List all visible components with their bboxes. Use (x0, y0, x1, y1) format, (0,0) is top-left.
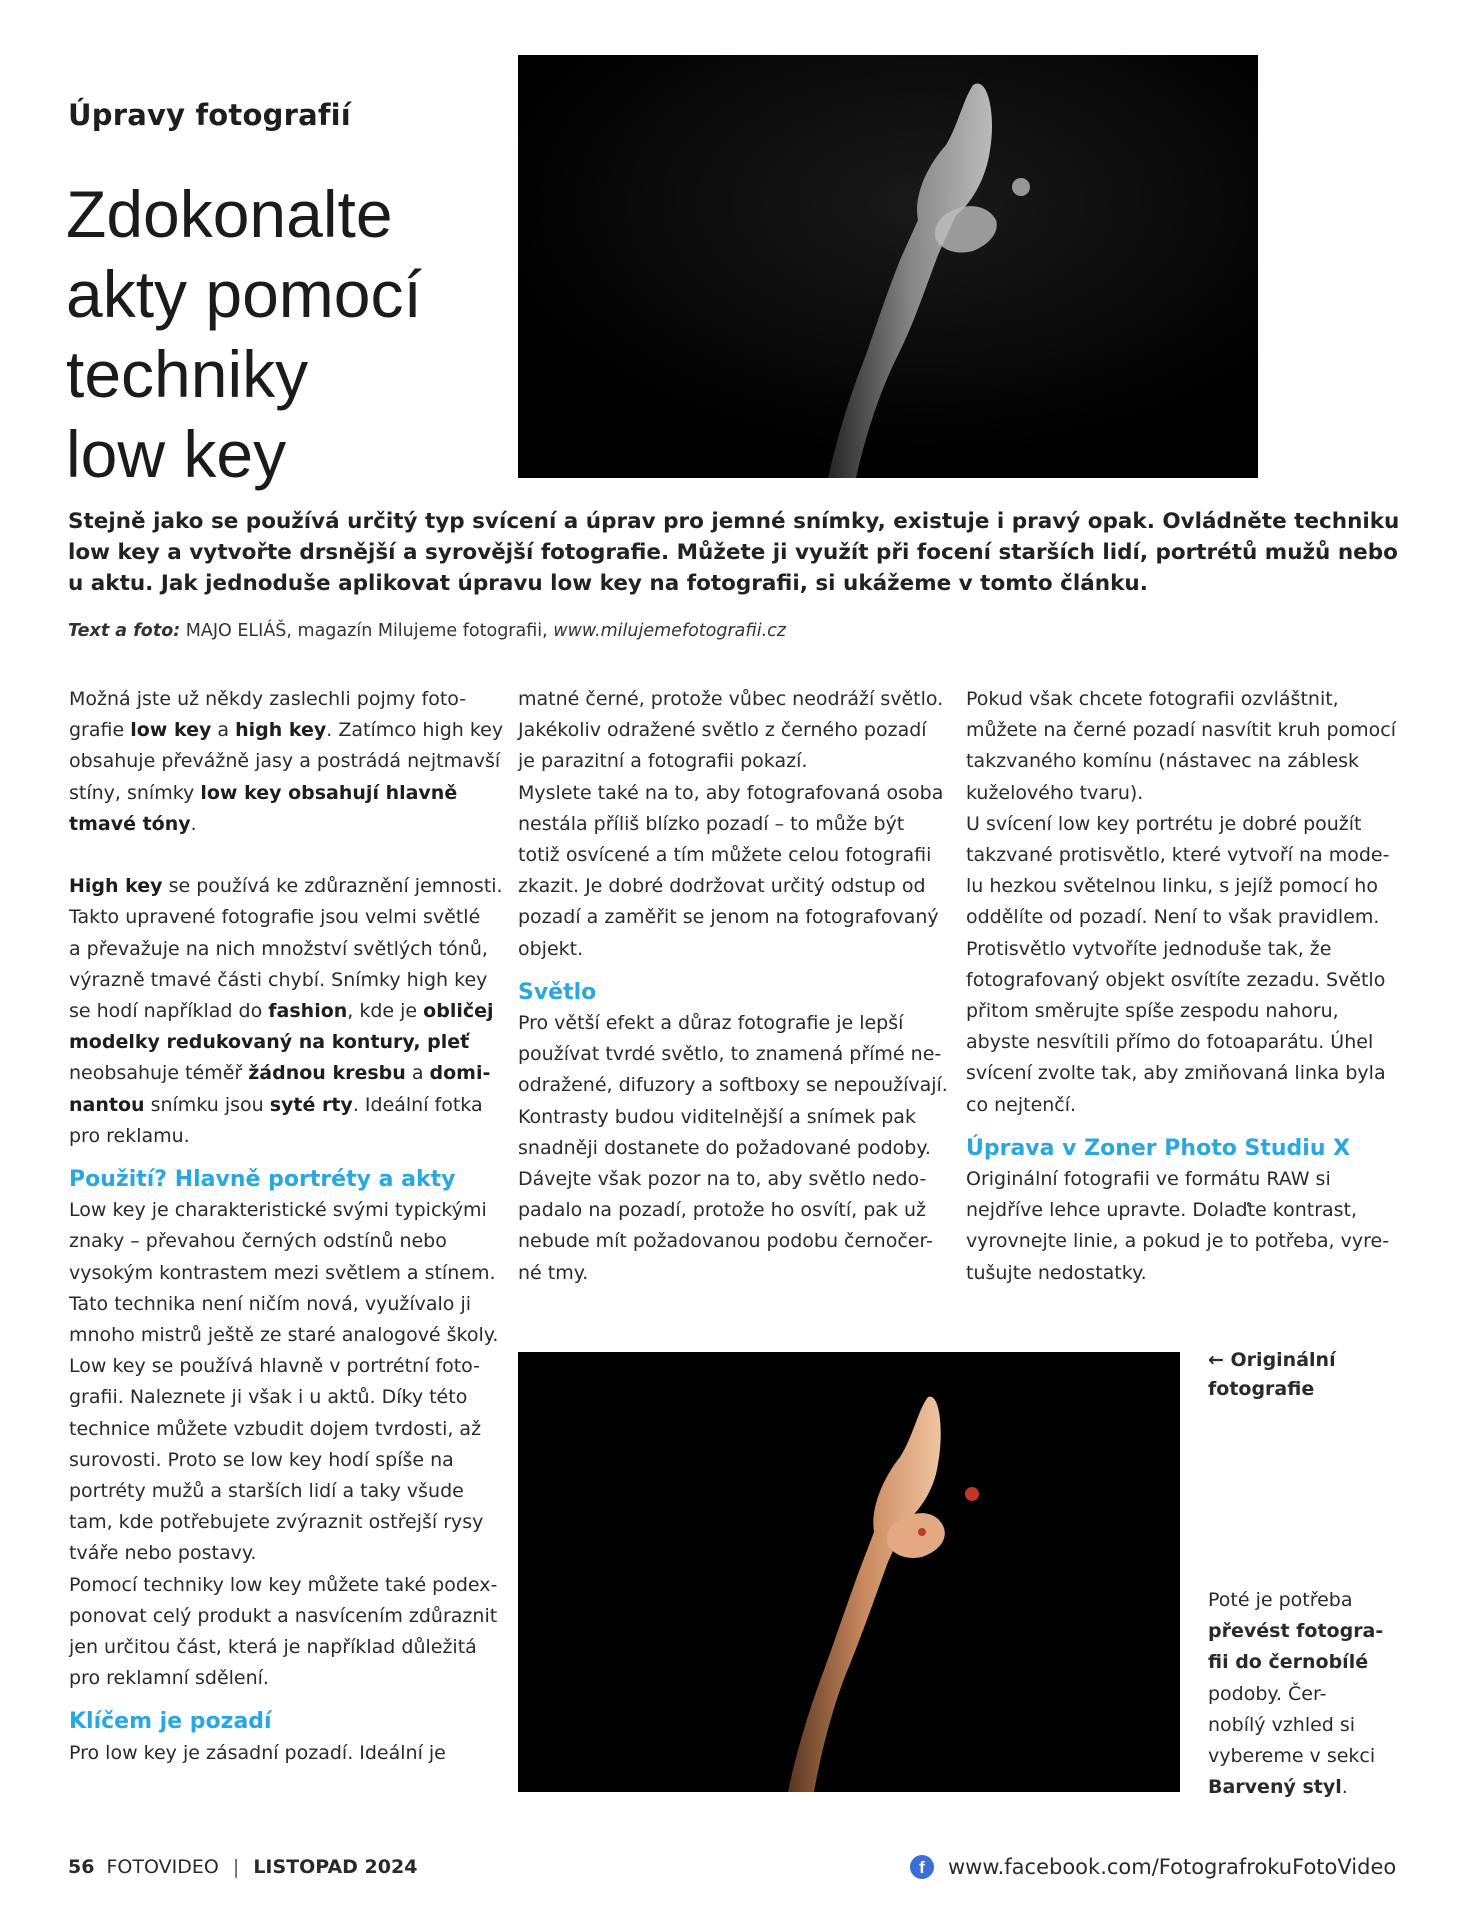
text-line: pro reklamní sdělení. (69, 1667, 269, 1690)
text-line: Pro větší efekt a důraz fotografie je lepší (518, 1012, 904, 1035)
caption-convert (1208, 1585, 1383, 1803)
text-line: a převažuje na nich množství světlých tónů, (69, 937, 488, 960)
author-credit (68, 621, 786, 641)
text-line: portréty mužů a starších lidí a taky všude (69, 1480, 464, 1503)
lead-line: Stejně jako se používá určitý typ svícení a úprav pro jemné snímky, existuje i pravý opak. Ovládněte techniku (68, 509, 1400, 534)
text-column-3 (966, 684, 1396, 1289)
page-footer-left (68, 1856, 417, 1878)
caption-line: Poté je potřeba (1208, 1589, 1353, 1611)
text-line: můžete na černé pozadí nasvítit kruh pomocí (966, 719, 1396, 742)
text-line: Pro low key je zásadní pozadí. Ideální je (69, 1741, 446, 1764)
text-line: Low key je charakteristické svými typickými (69, 1199, 487, 1222)
text-line: znaky – převahou černých odstínů nebo (69, 1230, 447, 1253)
text-line: Pokud však chcete fotografii ozvláštnit, (966, 688, 1339, 710)
caption-line: vybereme v sekci (1208, 1745, 1376, 1768)
text-line: obsahuje převážně jasy a postrádá nejtmavší (69, 750, 501, 773)
caption-line: ← Originální (1208, 1349, 1336, 1371)
text-line: stíny, snímky low key obsahují hlavně (69, 781, 458, 804)
footer-separator: | (232, 1856, 240, 1878)
text-line: grafii. Naleznete ji však i u aktů. Díky této (69, 1386, 468, 1409)
text-line: grafie low key a high key. Zatímco high key (69, 719, 504, 742)
text-line: oddělíte od pozadí. Není to však pravidlem. (966, 906, 1380, 929)
text-line: přitom směrujte spíše zespodu nahoru, (966, 1000, 1339, 1023)
page-number: 56 (68, 1856, 95, 1878)
lead-line: low key a vytvořte drsnější a syrovější fotografie. Můžete ji využít při focení starších lidí, portrétů mužů nebo (68, 540, 1398, 565)
facebook-link[interactable]: www.facebook.com/FotografrokuFotoVideo (948, 1855, 1397, 1879)
text-line: tušujte nedostatky. (966, 1261, 1147, 1284)
text-line: jen určitou část, která je například důležitá (69, 1636, 477, 1659)
text-line: nejdříve lehce upravte. Dolaďte kontrast, (966, 1199, 1358, 1222)
text-line: je parazitní a fotografii pokazí. (518, 750, 808, 773)
text-line: High key se používá ke zdůraznění jemnosti. (69, 875, 503, 898)
text-line: neobsahuje téměř žádnou kresbu a domi- (69, 1062, 491, 1085)
subheading: Světlo (518, 979, 597, 1005)
issue-date: LISTOPAD 2024 (253, 1856, 418, 1878)
text-line: co nejtenčí. (966, 1093, 1077, 1116)
feet-color-image (518, 1352, 1180, 1792)
text-line: tam, kde potřebujete zvýraznit ostřejší rysy (69, 1511, 484, 1534)
text-line: mnoho mistrů ještě ze staré analogové školy. (69, 1324, 499, 1347)
text-line: surovosti. Proto se low key hodí spíše na (69, 1448, 454, 1471)
text-line: matné černé, protože vůbec neodráží světlo. (518, 688, 944, 710)
text-line: Tato technika není ničím nová, využívalo ji (69, 1292, 472, 1315)
text-line: nebude mít požadovanou podobu černočer- (518, 1230, 933, 1253)
title-line: akty pomocí (66, 257, 422, 331)
text-line: modelky redukovaný na kontury, pleť (69, 1031, 470, 1054)
text-line: padalo na pozadí, protože ho osvítí, pak už (518, 1199, 926, 1222)
article-title (66, 174, 422, 494)
lowkey-bw-photo (518, 55, 1258, 478)
text-line: výrazně tmavé části chybí. Snímky high key (69, 968, 488, 991)
text-line: pozadí a zaměřit se jenom na fotografovaný (518, 906, 939, 929)
text-line: Low key se používá hlavně v portrétní foto- (69, 1355, 480, 1378)
text-line: vysokým kontrastem mezi světlem a stínem. (69, 1261, 496, 1284)
subheading: Použití? Hlavně portréty a akty (69, 1167, 456, 1193)
text-line: fotografovaný objekt osvítíte zezadu. Světlo (966, 968, 1386, 991)
caption-line: převést fotogra- (1208, 1620, 1384, 1643)
text-line: zkazit. Je dobré dodržovat určitý odstup od (518, 875, 926, 898)
subheading: Klíčem je pozadí (69, 1709, 272, 1735)
text-line: totiž osvícené a tím můžete celou fotografii (518, 844, 932, 867)
title-line: low key (66, 417, 287, 491)
text-line: abyste nesvítili přímo do fotoaparátu. Úhel (966, 1031, 1374, 1054)
text-line: Protisvětlo vytvoříte jednoduše tak, že (966, 937, 1332, 960)
text-line: Kontrasty budou viditelnější a snímek pak (518, 1105, 916, 1128)
text-line: tváře nebo postavy. (69, 1542, 257, 1565)
text-line: používat tvrdé světlo, to znamená přímé ne- (518, 1043, 942, 1066)
text-line: tmavé tóny. (69, 812, 197, 835)
caption-line: podoby. Čer- (1208, 1682, 1327, 1705)
text-line: ponovat celý produkt a nasvícením zdůraznit (69, 1604, 498, 1627)
text-line: objekt. (518, 937, 584, 960)
title-line: techniky (66, 337, 309, 411)
credit-url[interactable]: www.milujemefotografii.cz (553, 621, 786, 641)
caption-line: nobílý vzhled si (1208, 1713, 1356, 1736)
text-line: snadněji dostanete do požadované podoby. (518, 1136, 931, 1159)
caption-line: fii do černobílé (1208, 1651, 1369, 1674)
text-line: vyrovnejte linie, a pokud je to potřeba, vyre- (966, 1230, 1390, 1253)
original-color-photo (518, 1352, 1180, 1792)
magazine-name: FOTOVIDEO (106, 1856, 219, 1878)
text-line: nestála příliš blízko pozadí – to může být (518, 812, 905, 835)
text-line: né tmy. (518, 1261, 589, 1284)
title-line: Zdokonalte (66, 177, 393, 251)
text-line: svícení zvolte tak, aby zmiňovaná linka byla (966, 1062, 1386, 1085)
text-line: Originální fotografii ve formátu RAW si (966, 1168, 1331, 1191)
text-line: takzvaného komínu (nástavec na záblesk (966, 750, 1360, 773)
subheading: Úprava v Zoner Photo Studiu X (966, 1135, 1351, 1161)
feet-bw-image (518, 55, 1258, 478)
text-line: pro reklamu. (69, 1124, 190, 1147)
page-footer-right (910, 1855, 1396, 1879)
text-line: se hodí například do fashion, kde je obličej (69, 1000, 494, 1023)
text-line: nantou snímku jsou syté rty. Ideální fotka (69, 1093, 483, 1116)
caption-line: fotografie (1208, 1378, 1315, 1400)
caption-line: Barvený styl. (1208, 1776, 1348, 1799)
text-column-2 (518, 684, 948, 1289)
text-line: kuželového tvaru). (966, 781, 1144, 804)
facebook-icon: f (910, 1855, 934, 1879)
text-line: Jakékoliv odražené světlo z černého pozadí (518, 719, 927, 742)
text-line: Dávejte však pozor na to, aby světlo nedo- (518, 1168, 927, 1191)
credit-label: Text a foto: (68, 621, 181, 641)
text-line: Takto upravené fotografie jsou velmi světlé (69, 906, 481, 929)
lead-line: u aktu. Jak jednoduše aplikovat úpravu low key na fotografii, si ukážeme v tomto článku. (68, 571, 1148, 596)
text-column-1 (69, 684, 504, 1769)
text-line: lu hezkou světelnou linku, s jejíž pomocí ho (966, 875, 1378, 898)
caption-original (1208, 1346, 1336, 1404)
text-line: takzvané protisvětlo, které vytvoří na mode- (966, 844, 1390, 867)
text-line: technice můžete vzbudit dojem tvrdosti, až (69, 1417, 482, 1440)
credit-author: MAJO ELIÁŠ, magazín Milujeme fotografii, (180, 621, 554, 641)
text-line: Pomocí techniky low key můžete také podex- (69, 1573, 498, 1596)
text-line: odražené, difuzory a softboxy se nepoužívají. (518, 1074, 948, 1097)
section-label: Úpravy fotografií (68, 98, 351, 132)
lead-paragraph (68, 506, 1400, 599)
text-line: Možná jste už někdy zaslechli pojmy foto- (69, 688, 467, 710)
text-line: Myslete také na to, aby fotografovaná osoba (518, 781, 944, 804)
text-line: U svícení low key portrétu je dobré použít (966, 812, 1362, 835)
